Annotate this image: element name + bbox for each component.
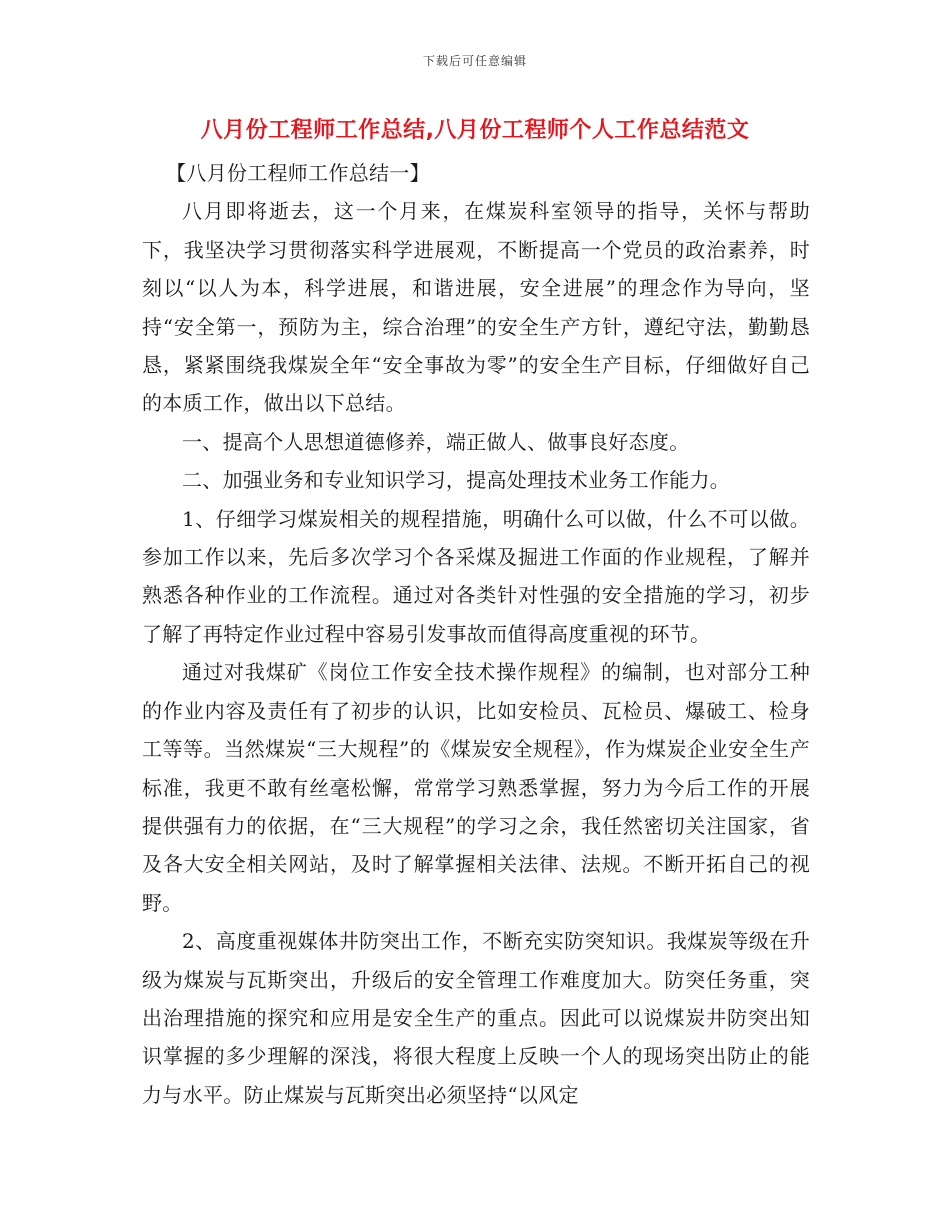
paragraph-regulations: 通过对我煤矿《岗位工作安全技术操作规程》的编制，也对部分工种的作业内容及责任有了初步的认识，比如安检员、瓦检员、爆破工、检身工等等。当然煤炭“三大规程”的《煤炭安全规程》，作为煤炭企业安全生产标准，我更不敢有丝毫松懈，常常学习熟悉掌握，努力为今后工作的开展提供强有力的依据，在“三大规程”的学习之余，我任然密切关注国家，省及各大安全相关网站，及时了解掌握相关法律、法规。不断开拓自己的视野。 [142, 660, 810, 915]
paragraph-point-two: 二、加强业务和专业知识学习，提高处理技术业务工作能力。 [182, 468, 731, 493]
document-body [142, 154, 810, 1114]
paragraph-intro: 八月即将逝去，这一个月来，在煤炭科室领导的指导，关怀与帮助下，我坚决学习贯彻落实科学进展观，不断提高一个党员的政治素养，时刻以“以人为本，科学进展，和谐进展，安全进展”的理念作为导向，坚持“安全第一，预防为主，综合治理”的安全生产方针，遵纪守法，勤勤恳恳，紧紧围绕我煤炭全年“安全事故为零”的安全生产目标，仔细做好自己的本质工作，做出以下总结。 [142, 199, 810, 416]
header-note: 下载后可任意编辑 [422, 54, 527, 68]
section-heading: 【八月份工程师工作总结一】 [166, 161, 430, 185]
paragraph-point-one: 一、提高个人思想道德修养，端正做人、做事良好态度。 [182, 429, 690, 454]
paragraph-item-1: 1、仔细学习煤炭相关的规程措施，明确什么可以做，什么不可以做。参加工作以来，先后多次学习个各采煤及掘进工作面的作业规程，了解并熟悉各种作业的工作流程。通过对各类针对性强的安全措施的学习，初步了解了再特定作业过程中容易引发事故而值得高度重视的环节。 [142, 506, 810, 646]
paragraph-item-2: 2、高度重视媒体井防突出工作，不断充实防突知识。我煤炭等级在升级为煤炭与瓦斯突出，升级后的安全管理工作难度加大。防突任务重，突出治理措施的探究和应用是安全生产的重点。因此可以说煤炭井防突出知识掌握的多少理解的深浅，将很大程度上反映一个人的现场突出防止的能力与水平。防止煤炭与瓦斯突出必须坚持“以风定 [142, 929, 810, 1107]
document-title: 八月份工程师工作总结,八月份工程师个人工作总结范文 [200, 118, 750, 143]
